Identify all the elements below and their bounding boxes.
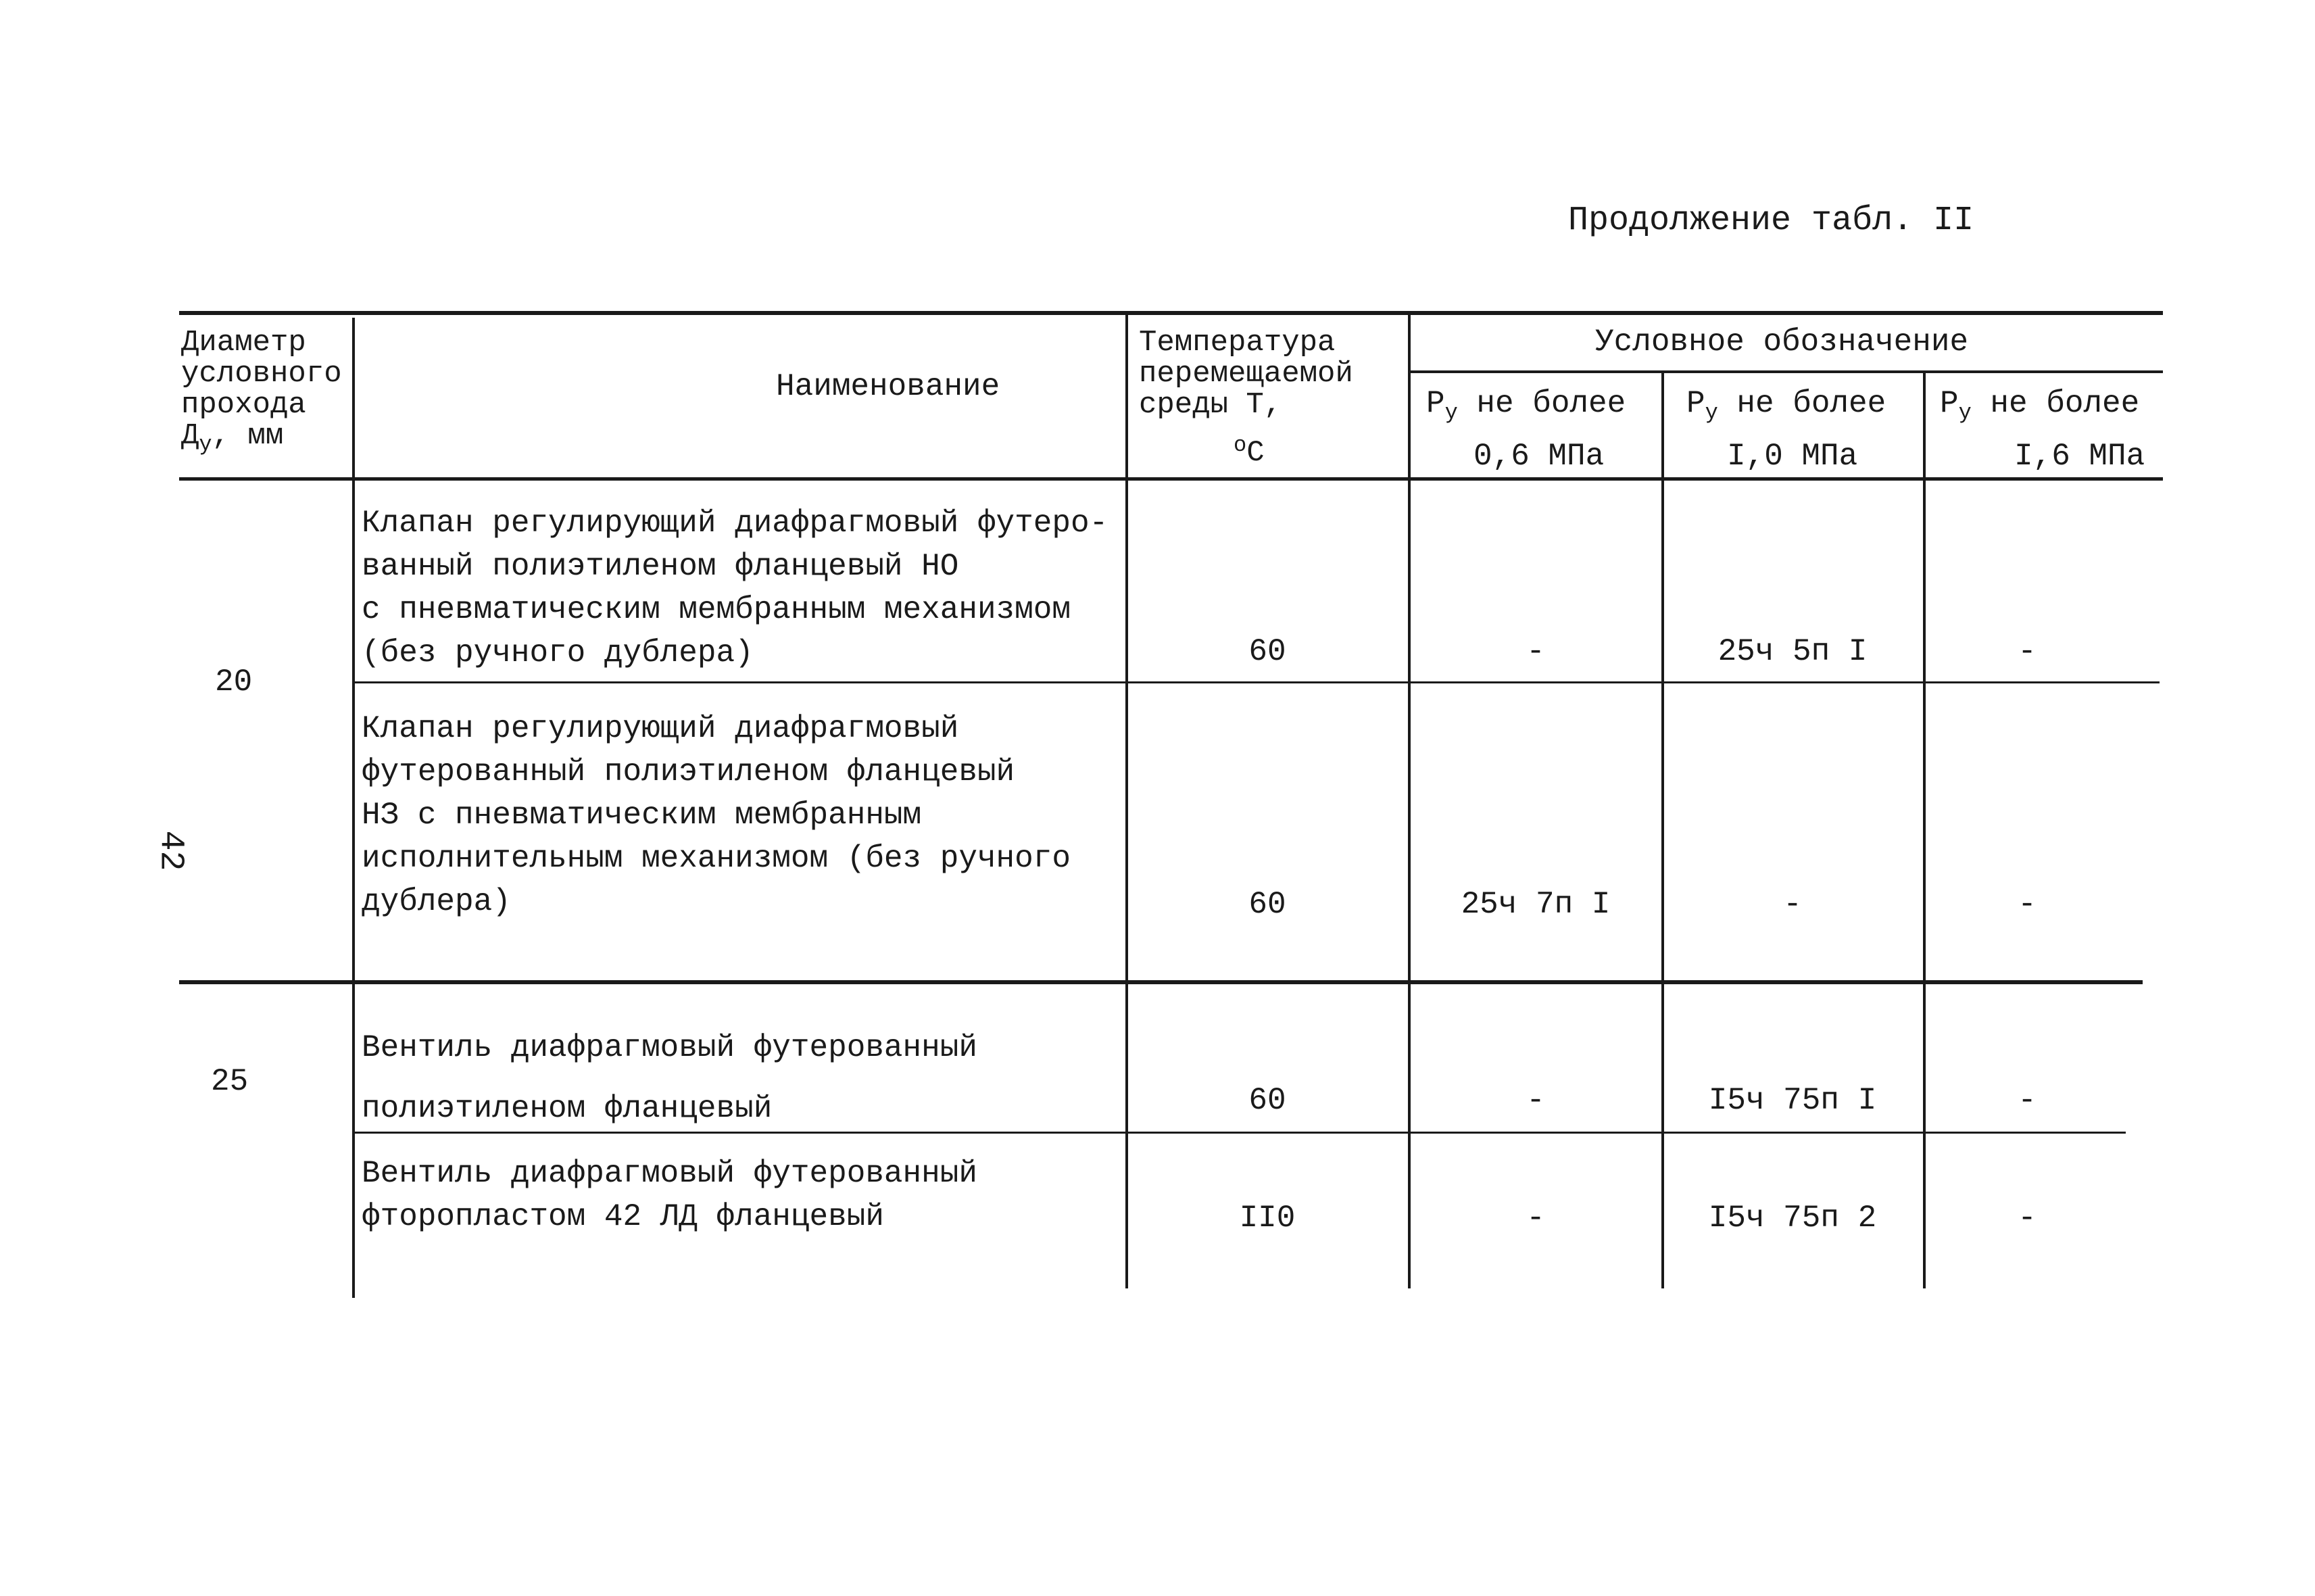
header-pressure-10: $Р_у$ не более I,0 МПа xyxy=(1686,382,1886,478)
row-p16: - xyxy=(2018,634,2037,669)
header-diameter-unit: , мм xyxy=(212,419,284,453)
header-diameter xyxy=(181,327,342,460)
row-rule-1 xyxy=(355,681,2160,683)
row-p06: - xyxy=(1526,634,1545,669)
col-line-2 xyxy=(1125,315,1128,1288)
table-caption: Продолжение табл. II xyxy=(1568,201,1974,240)
page-number: 42 xyxy=(151,830,190,871)
header-pressure-value: I,0 МПа xyxy=(1727,439,1858,474)
row-p06: 25ч 7п I xyxy=(1461,887,1611,922)
row-p16: - xyxy=(2018,887,2037,922)
row-name: Клапан регулирующий диафрагмовый футерованный полиэтиленом фланцевый НЗ с пневматическим мембранным исполнительным механизмом (без ручного дублера) xyxy=(362,711,1071,919)
row-temperature: 60 xyxy=(1248,887,1286,922)
col-line-4 xyxy=(1661,373,1664,1288)
row-temperature: 60 xyxy=(1248,634,1286,669)
header-temperature-sup: о xyxy=(1234,433,1247,458)
header-name: Наименование xyxy=(776,369,1000,404)
header-pressure-value: 0,6 МПа xyxy=(1473,439,1605,474)
header-temperature xyxy=(1139,327,1353,468)
row-temperature: 60 xyxy=(1248,1083,1286,1118)
row-p10: I5ч 75п 2 xyxy=(1708,1201,1877,1236)
row-p06: - xyxy=(1526,1201,1545,1236)
row-temperature: II0 xyxy=(1239,1201,1296,1236)
row-p16: - xyxy=(2018,1083,2037,1118)
row-p06: - xyxy=(1526,1083,1545,1118)
diameter-cell: 25 xyxy=(211,1064,249,1099)
header-pressure-16: $Р_у$ не более I,6 МПа xyxy=(1940,382,2145,478)
header-temperature-line: среды Т, xyxy=(1139,388,1282,422)
designation-rule xyxy=(1409,370,2163,373)
row-name: Клапан регулирующий диафрагмовый футеро- ванный полиэтиленом фланцевый НО с пневматическим мембранным механизмом (без ручного дублера) xyxy=(362,506,1108,671)
row-name: Вентиль диафрагмовый футерованный фторопластом 42 ЛД фланцевый xyxy=(362,1156,977,1234)
header-diameter-line: прохода xyxy=(181,388,306,422)
row-name: Вентиль диафрагмовый футерованный полиэтиленом фланцевый xyxy=(362,1030,977,1126)
header-diameter-line xyxy=(181,420,342,460)
header-pressure-06: $Р_у$ не более 0,6 МПа xyxy=(1426,382,1626,478)
row-p16: - xyxy=(2018,1201,2037,1236)
row-p10: - xyxy=(1783,887,1802,922)
header-temperature-line: перемещаемой xyxy=(1139,357,1353,391)
header-designation: Условное обозначение xyxy=(1595,324,1969,360)
col-line-1 xyxy=(352,318,355,1298)
header-diameter-line: условного xyxy=(181,357,342,391)
header-diameter-sub: у xyxy=(199,432,212,457)
diameter-cell: 20 xyxy=(215,664,253,700)
header-diameter-line: Диаметр xyxy=(181,326,306,360)
col-line-3 xyxy=(1408,315,1411,1288)
table-top-rule xyxy=(179,311,2163,315)
header-temperature-unit: $^о$С xyxy=(1234,433,1265,470)
row-p10: I5ч 75п I xyxy=(1708,1083,1877,1118)
group-rule xyxy=(179,980,2143,984)
header-pressure-value: I,6 МПа xyxy=(2014,439,2145,474)
header-diameter-symbol: Д xyxy=(181,419,199,453)
col-line-5 xyxy=(1923,373,1926,1288)
header-temperature-line: Температура xyxy=(1139,326,1336,360)
row-p10: 25ч 5п I xyxy=(1717,634,1868,669)
